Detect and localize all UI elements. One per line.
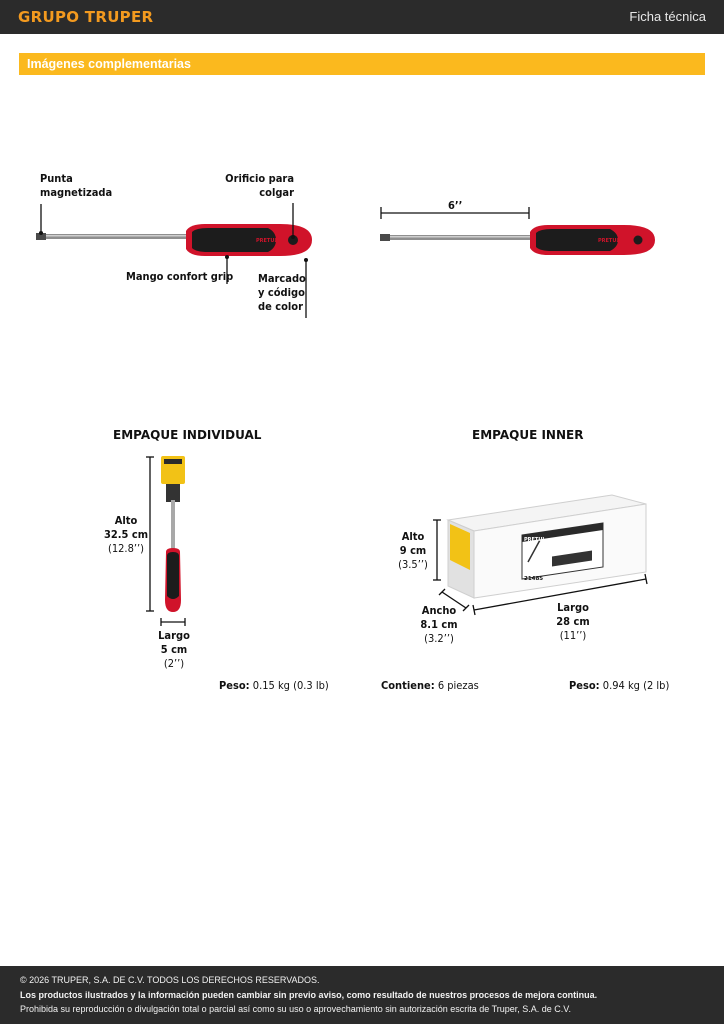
inner-width-label: Ancho 8.1 cm (3.2’’)	[420, 604, 458, 645]
inner-contents: Contiene: 6 piezas	[381, 679, 479, 692]
inner-package-title: EMPAQUE INNER	[472, 428, 584, 442]
inner-weight: Peso: 0.94 kg (2 lb)	[569, 679, 670, 692]
handle-brand-text: PRETUL	[256, 238, 278, 244]
footer-copyright: © 2026 TRUPER, S.A. DE C.V. TODOS LOS DERECHOS RESERVADOS.	[20, 975, 320, 985]
label-grip: Mango confort grip	[126, 270, 234, 283]
label-marking: Marcado y código de color	[258, 272, 306, 313]
section-title: Imágenes complementarias	[27, 57, 191, 71]
individual-length-label: Largo 5 cm (2’’)	[158, 629, 190, 670]
box-code: 21485	[524, 576, 544, 582]
footer-prohibition: Prohibida su reproducción o divulgación total o parcial así como su uso o aprovechamiento sin autorización escrita de Truper, S.A. de C.V.	[20, 1004, 571, 1014]
page-footer	[0, 966, 724, 1024]
individual-height-label: Alto 32.5 cm (12.8’’)	[103, 514, 149, 555]
brand-logo: GRUPO TRUPER	[18, 8, 154, 26]
document-type: Ficha técnica	[629, 9, 706, 24]
label-tip: Punta magnetizada	[40, 172, 113, 199]
svg-text:PRETUL: PRETUL	[524, 537, 546, 543]
label-hanging-hole: Orificio para colgar	[225, 172, 294, 199]
inner-length-label: Largo 28 cm (11’’)	[556, 601, 590, 642]
footer-notice: Los productos ilustrados y la información pueden cambiar sin previo aviso, como resultado de nuestros procesos de mejora continua.	[20, 990, 598, 1000]
label-length: 6’’	[448, 199, 463, 212]
individual-package-title: EMPAQUE INDIVIDUAL	[113, 428, 262, 442]
svg-text:PRETUL: PRETUL	[598, 238, 620, 244]
individual-weight: Peso: 0.15 kg (0.3 lb)	[219, 679, 329, 692]
inner-height-label: Alto 9 cm (3.5’’)	[398, 530, 428, 571]
